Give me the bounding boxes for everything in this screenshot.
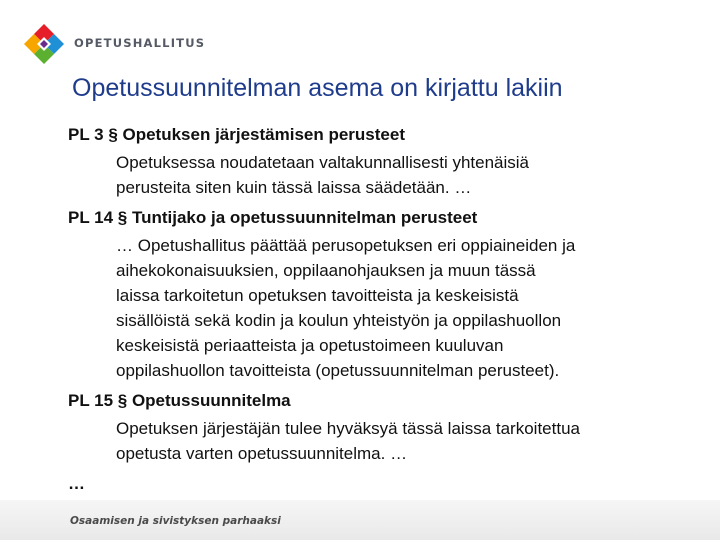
body-line: oppilashuollon tavoitteista (opetussuunnitelman perusteet). [116, 361, 560, 380]
slide-content [68, 122, 698, 496]
body-line: keskeisistä periaatteista ja opetustoimeen kuuluvan [116, 336, 504, 355]
body-line: Opetuksessa noudatetaan valtakunnallisesti yhtenäisiä [116, 153, 529, 172]
footer-slogan: Osaamisen ja sivistyksen parhaaksi [70, 515, 281, 527]
body-line: perusteita siten kuin tässä laissa säädetään. … [116, 178, 472, 197]
body-line: opetusta varten opetussuunnitelma. … [116, 444, 408, 463]
brand-name: OPETUSHALLITUS [74, 36, 206, 50]
section-body [116, 233, 701, 383]
trailing-ellipsis: … [68, 474, 85, 493]
section-pl15 [68, 388, 698, 466]
diamond-logo-icon [22, 22, 66, 66]
section-pl3 [68, 122, 698, 200]
section-heading: PL 15 § Opetussuunnitelma [68, 391, 291, 410]
section-body [116, 150, 701, 200]
body-line: … Opetushallitus päättää perusopetuksen eri oppiaineiden ja [116, 236, 576, 255]
section-heading: PL 3 § Opetuksen järjestämisen perusteet [68, 125, 405, 144]
opetushallitus-logo [22, 22, 66, 66]
body-line: laissa tarkoitetun opetuksen tavoitteista ja keskeisistä [116, 286, 519, 305]
section-pl14 [68, 205, 698, 383]
body-line: aihekokonaisuuksien, oppilaanohjauksen ja muun tässä [116, 261, 536, 280]
body-line: sisällöistä sekä kodin ja koulun yhteistyön ja oppilashuollon [116, 311, 562, 330]
body-line: Opetuksen järjestäjän tulee hyväksyä tässä laissa tarkoitettua [116, 419, 580, 438]
section-heading: PL 14 § Tuntijako ja opetussuunnitelman perusteet [68, 208, 478, 227]
slide-title: Opetussuunnitelman asema on kirjattu lakiin [72, 74, 563, 102]
section-body [116, 416, 701, 466]
